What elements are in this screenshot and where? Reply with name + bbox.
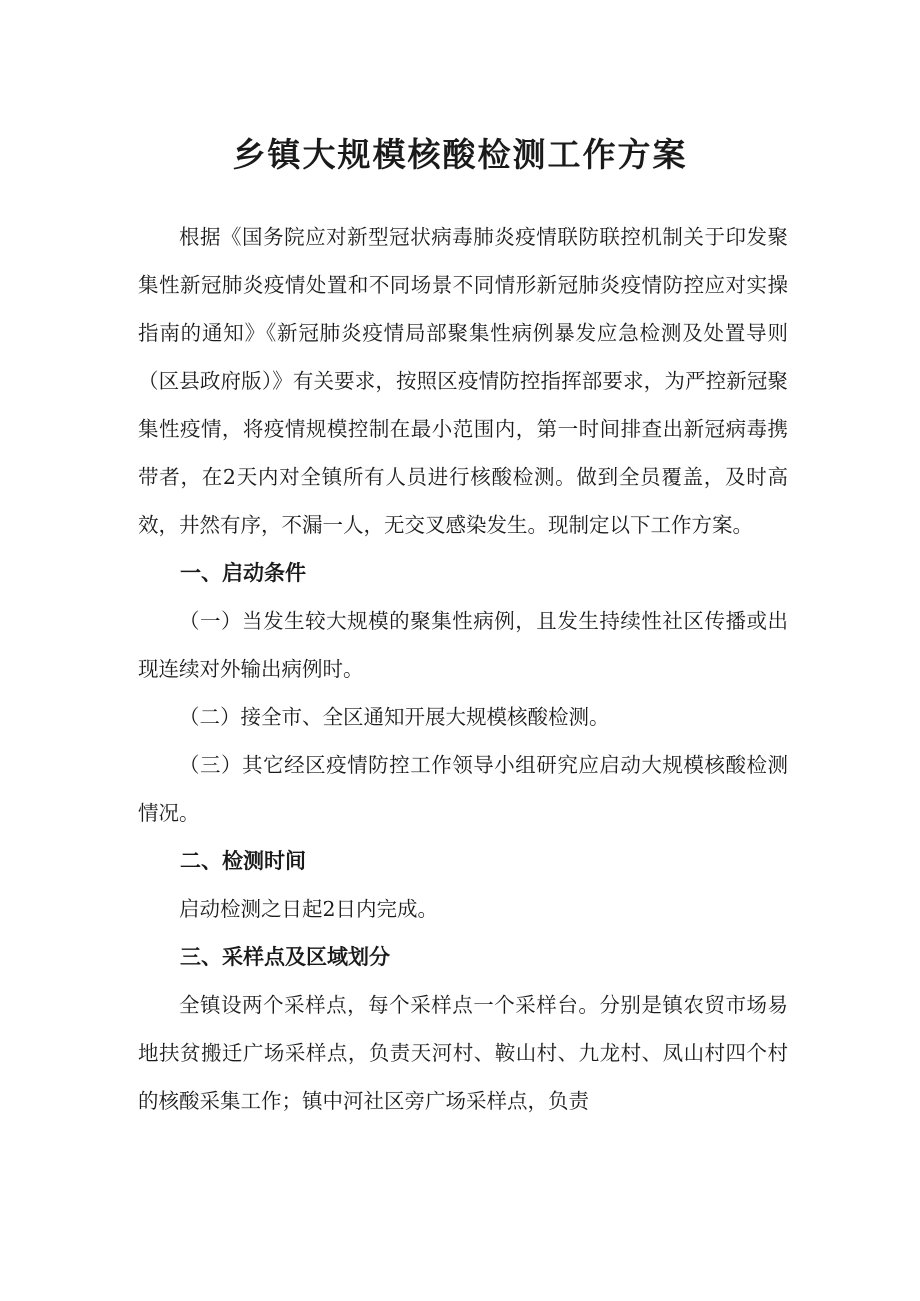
section-heading-2: 二、检测时间 [180,849,306,873]
time-paragraph: 启动检测之日起2日内完成。 [179,897,439,921]
section-heading-1: 一、启动条件 [180,561,306,585]
condition-paragraph-2: （二）接全市、全区通知开展大规模核酸检测。 [179,705,610,729]
condition-paragraph-1: （一）当发生较大规模的聚集性病例，且发生持续性社区传播或出现连续对外输出病例时。 [138,609,788,681]
document-title: 乡镇大规模核酸检测工作方案 [232,135,688,174]
intro-paragraph: 根据《国务院应对新型冠状病毒肺炎疫情联防联控机制关于印发聚集性新冠肺炎疫情处置和不同场景不同情形新冠肺炎疫情防控应对实操指南的通知》《新冠肺炎疫情局部聚集性病例暴发应急检测及处置导则（区县政府版）》有关要求，按照区疫情防控指挥部要求，为严控新冠聚集性疫情，将疫情规模控制在最小范围内，第一时间排查出新冠病毒携带者，在2天内对全镇所有人员进行核酸检测。做到全员覆盖，及时高效，井然有序，不漏一人，无交叉感染发生。现制定以下工作方案。 [138,225,788,537]
sampling-paragraph: 全镇设两个采样点，每个采样点一个采样台。分别是镇农贸市场易地扶贫搬迁广场采样点，负责天河村、鞍山村、九龙村、凤山村四个村的核酸采集工作；镇中河社区旁广场采样点，负责 [138,993,788,1113]
document-body [138,213,788,1125]
condition-paragraph-3: （三）其它经区疫情防控工作领导小组研究应启动大规模核酸检测情况。 [138,753,788,825]
section-heading-3: 三、采样点及区域划分 [180,945,390,969]
